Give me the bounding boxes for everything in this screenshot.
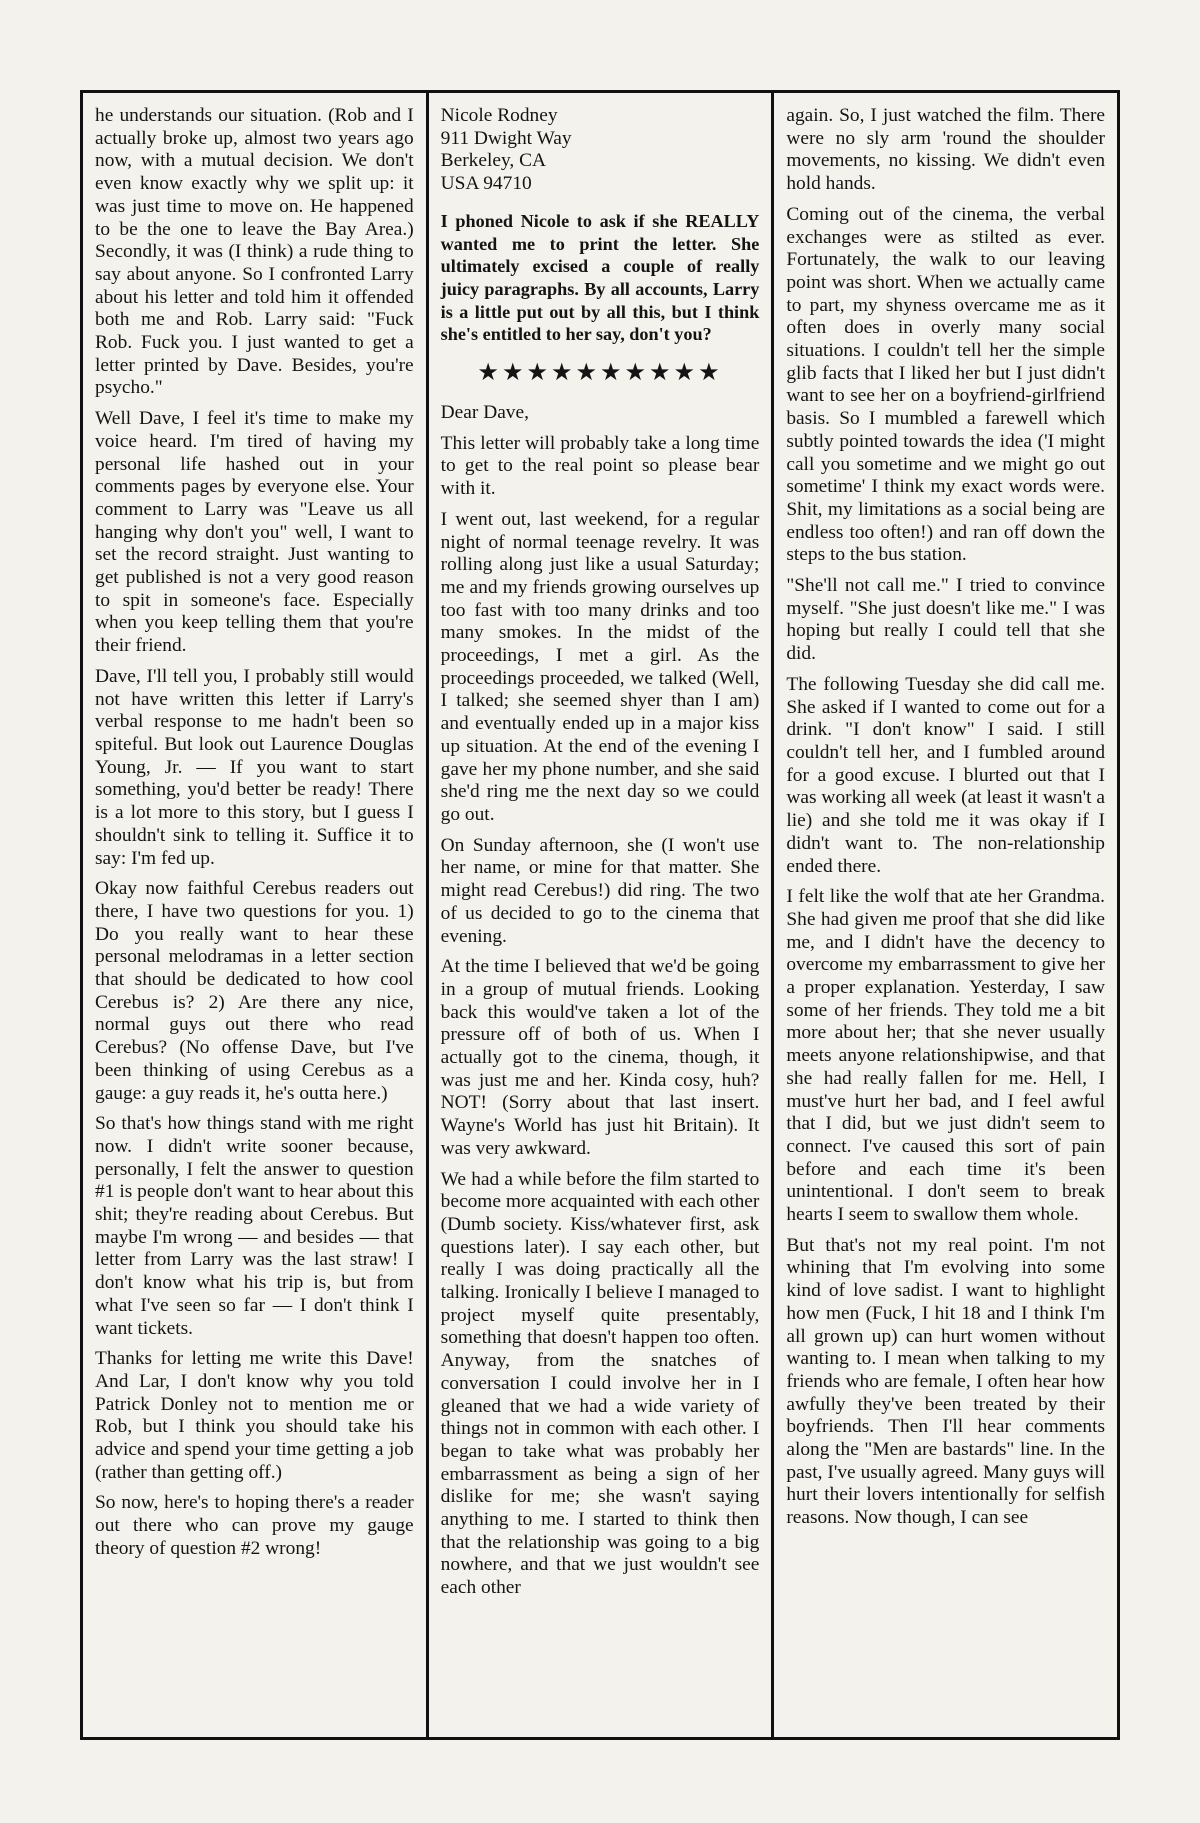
paragraph: On Sunday afternoon, she (I won't use her name, or mine for that matter. She might read Cerebus!) did ring. The two of us decided to go to the cinema that evening. (440, 834, 760, 947)
sender-address (441, 105, 760, 196)
letters-page (80, 90, 1120, 1740)
paragraph: This letter will probably take a long time to get to the real point so please bear with it. (440, 432, 760, 500)
column-right (771, 93, 1117, 1737)
paragraph: again. So, I just watched the film. There were no sly arm 'round the shoulder movements, no kissing. We didn't even hold hands. (786, 105, 1106, 195)
column-left (83, 93, 426, 1737)
paragraph: We had a while before the film started to become more acquainted with each other (Dumb society. Kiss/whatever first, ask questions later). I say each other, but really I was doing practically all the talking. Ironically I believe I managed to project myself quite presentably, something that doesn't happen too often. Anyway, from the snatches of conversation I could involve her in I gleaned that we had a wide variety of things not in common with each other. I began to take what was probably her embarrassment as being a sign of her dislike for me; she wasn't saying anything to me. I started to think then that the relationship was going to a big nowhere, and that we just wouldn't see each other (440, 1168, 760, 1599)
paragraph: But that's not my real point. I'm not whining that I'm evolving into some kind of love sadist. I want to highlight how men (Fuck, I hit 18 and I think I'm all grown up) can hurt women without wanting to. I mean when talking to my friends who are female, I often hear how awfully they've been treated by their boyfriends. Then I'll hear comments along the "Men are bastards" line. In the past, I've usually agreed. Many guys will hurt their lovers intentionally for selfish reasons. Now though, I can see (786, 1234, 1106, 1529)
paragraph: Okay now faithful Cerebus readers out there, I have two questions for you. 1) Do you really want to hear these personal melodramas in a letter section that should be dedicated to how cool Cerebus is? 2) Are there any nice, normal guys out there who read Cerebus? (No offense Dave, but I've been thinking of using Cerebus as a gauge: a guy reads it, he's outta here.) (95, 878, 414, 1104)
paragraph: Dave, I'll tell you, I probably still would not have written this letter if Larry's verbal response to me hadn't been so spiteful. But look out Laurence Douglas Young, Jr. — If you want to start something, you'd better be ready! There is a lot more to this story, but I guess I shouldn't sink to telling it. Suffice it to say: I'm fed up. (95, 665, 414, 869)
paragraph: "She'll not call me." I tried to convince myself. "She just doesn't like me." I was hoping but really I could tell that she did. (786, 575, 1106, 665)
column-middle (426, 93, 772, 1737)
address-line: 911 Dwight Way (440, 127, 572, 149)
paragraph: Thanks for letting me write this Dave! And Lar, I don't know why you told Patrick Donley not to mention me or Rob, but I think you should take his advice and spend your time getting a job (rather than getting off.) (95, 1348, 414, 1483)
paragraph: So now, here's to hoping there's a reader out there who can prove my gauge theory of question #2 wrong! (95, 1492, 414, 1559)
salutation: Dear Dave, (440, 402, 529, 424)
paragraph: I went out, last weekend, for a regular night of normal teenage revelry. It was rolling along just like a usual Saturday; me and my friends growing ourselves up too fast with too many drinks and too many smokes. In the midst of the proceedings, I met a girl. As the proceedings proceeded, we talked (Well, I talked; she seemed shyer than I am) and eventually ended up in a major kiss up situation. At the end of the evening I gave her my phone number, and she said she'd ring me the next day so we could go out. (440, 508, 760, 825)
paragraph: Well Dave, I feel it's time to make my voice heard. I'm tired of having my personal life hashed out in your comments pages by everyone else. Your comment to Larry was "Leave us all hanging why don't you" well, I want to set the record straight. Just wanting to get published is not a very good reason to spit in someone's face. Especially when you keep telling them that you're their friend. (95, 408, 414, 657)
address-line: Nicole Rodney (440, 105, 558, 126)
paragraph: So that's how things stand with me right now. I didn't write sooner because, personally, I felt the answer to question #1 is people don't want to hear about this shit; they're reading about Cerebus. But maybe I'm wrong — and besides — that letter from Larry was the last straw! I don't know what his trip is, but from what I've seen so far — I don't think I want tickets. (95, 1113, 414, 1339)
paragraph: I felt like the wolf that ate her Grandma. She had given me proof that she did like me, and I didn't have the decency to overcome my embarrassment to give her a proper explanation. Yesterday, I saw some of her friends. They told me a bit more about her; that she never usually meets anyone relationshipwise, and that she had really fallen for me. Hell, I must've hurt her bad, and I feel awful that I did, but we just didn't seem to connect. I've caused this sort of pain before and each time it's been unintentional. I don't seem to break hearts I seem to swallow them whole. (786, 886, 1106, 1226)
address-line: Berkeley, CA (440, 150, 547, 172)
paragraph: The following Tuesday she did call me. She asked if I wanted to come out for a drink. "I don't know" I said. I still couldn't tell her, and I fumbled around for a good excuse. I blurted out that I was working all week (at least it wasn't a lie) and she told me it was okay if I didn't want to. The non-relationship ended there. (786, 673, 1106, 877)
star-divider: ★★★★★★★★★★ (477, 360, 723, 387)
editor-note: I phoned Nicole to ask if she REALLY wanted me to print the letter. She ultimately excised a couple of really juicy paragraphs. By all accounts, Larry is a little put out by all this, but I think she's entitled to her say, don't you? (440, 210, 760, 345)
address-line: USA 94710 (440, 173, 532, 195)
paragraph: At the time I believed that we'd be going in a group of mutual friends. Looking back this would've taken a lot of the pressure off of both of us. When I actually got to the cinema, though, it was just me and her. Kinda cosy, huh? NOT! (Sorry about that last insert. Wayne's World has just hit Britain). It was very awkward. (440, 956, 760, 1159)
paragraph: Coming out of the cinema, the verbal exchanges were as stilted as ever. Fortunately, the walk to our leaving point was short. When we actually came to part, my shyness overcame me as it often does in overly many social situations. I couldn't tell her the simple glib facts that I liked her but I just didn't want to see her on a boyfriend-girlfriend basis. So I mumbled a farewell which subtly pointed towards the idea ('I might call you sometime and we might go out sometime' I think my exact words were. Shit, my limitations as a social being are endless too often!) and ran off down the steps to the bus station. (786, 203, 1106, 566)
paragraph: he understands our situation. (Rob and I actually broke up, almost two years ago now, with a mutual decision. We don't even know exactly why we split up: it was just time to move on. He happened to be the one to leave the Bay Area.) Secondly, it was (I think) a rude thing to say about anyone. So I confronted Larry about his letter and told him it offended both me and Rob. Larry said: "Fuck Rob. Fuck you. I just wanted to get a letter printed by Dave. Besides, you're psycho." (95, 105, 414, 399)
